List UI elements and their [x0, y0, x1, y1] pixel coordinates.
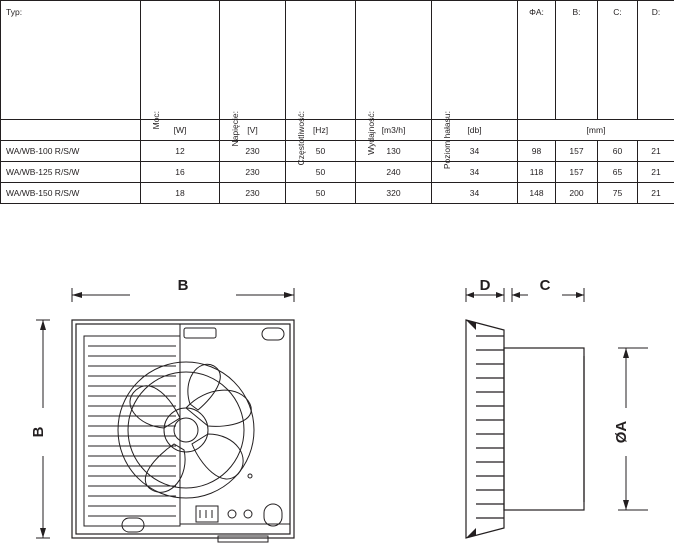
cell-phi-a-0: 98: [518, 141, 556, 162]
table-row: [1, 141, 674, 162]
cell-power-1: 16: [141, 162, 220, 183]
cell-noise-0: 34: [432, 141, 518, 162]
unit-cell-frequency: [Hz]: [286, 120, 356, 141]
cell-frequency-0: 50: [286, 141, 356, 162]
table-units-row: [1, 120, 674, 141]
header-cell-phi-a: [518, 1, 556, 120]
header-label-frequency: Częstotliwość:: [296, 111, 306, 166]
header-cell-power: [141, 1, 220, 130]
header-cell-c: [598, 1, 638, 120]
unit-cell-type: [1, 120, 141, 141]
cell-type-0: WA/WB-100 R/S/W: [1, 141, 141, 162]
label-side-diameter-phi-a: ØA: [613, 420, 630, 444]
cell-c-0: 60: [598, 141, 638, 162]
technical-drawing: [0, 218, 674, 548]
cell-capacity-2: 320: [356, 183, 432, 204]
label-side-length-c: C: [539, 277, 551, 294]
front-view-fan-impeller: [118, 362, 254, 498]
label-front-height-b: B: [30, 426, 47, 438]
cell-d-0: 21: [638, 141, 674, 162]
cell-capacity-0: 130: [356, 141, 432, 162]
header-label-phi-a: ΦA:: [529, 7, 544, 17]
front-view-louvre-panel: [84, 336, 180, 526]
side-view-duct: [504, 348, 584, 510]
cell-type-2: WA/WB-150 R/S/W: [1, 183, 141, 204]
unit-cell-power: [W]: [141, 120, 220, 141]
cell-b-2: 200: [556, 183, 598, 204]
header-label-capacity: Wydajność:: [366, 111, 376, 155]
header-label-d: D:: [651, 7, 661, 17]
unit-cell-voltage: [V]: [220, 120, 286, 141]
drawing-svg: [0, 218, 674, 548]
cell-voltage-1: 230: [220, 162, 286, 183]
cell-power-2: 18: [141, 183, 220, 204]
cell-voltage-2: 230: [220, 183, 286, 204]
cell-d-2: 21: [638, 183, 674, 204]
cell-power-0: 12: [141, 141, 220, 162]
cell-voltage-0: 230: [220, 141, 286, 162]
header-cell-voltage: [220, 1, 286, 147]
table-header-row: [1, 1, 674, 120]
cell-phi-a-2: 148: [518, 183, 556, 204]
cell-d-1: 21: [638, 162, 674, 183]
unit-cell-capacity: [m3/h]: [356, 120, 432, 141]
cell-b-0: 157: [556, 141, 598, 162]
unit-cell-mm: [mm]: [518, 120, 674, 141]
front-view-body: [72, 320, 294, 538]
cell-phi-a-1: 118: [518, 162, 556, 183]
cell-noise-2: 34: [432, 183, 518, 204]
side-view-body: [466, 320, 504, 538]
cell-noise-1: 34: [432, 162, 518, 183]
cell-frequency-1: 50: [286, 162, 356, 183]
header-label-voltage: Napięcie:: [230, 111, 240, 147]
unit-cell-noise: [db]: [432, 120, 518, 141]
cell-capacity-1: 240: [356, 162, 432, 183]
table-row: [1, 183, 674, 204]
header-label-power: Moc:: [151, 111, 161, 130]
header-cell-d: [638, 1, 674, 120]
specification-table: [0, 0, 674, 204]
cell-c-1: 65: [598, 162, 638, 183]
label-front-width-b: B: [177, 277, 189, 294]
cell-b-1: 157: [556, 162, 598, 183]
cell-c-2: 75: [598, 183, 638, 204]
label-side-depth-d: D: [479, 277, 491, 294]
header-label-noise: Poziom hałasu:: [442, 111, 452, 170]
header-cell-b: [556, 1, 598, 120]
header-label-b: B:: [572, 7, 581, 17]
header-label-c: C:: [613, 7, 622, 17]
table-row: [1, 162, 674, 183]
header-cell-type: [1, 1, 141, 120]
cell-type-1: WA/WB-125 R/S/W: [1, 162, 141, 183]
header-label-type: Typ:: [6, 7, 23, 17]
cell-frequency-2: 50: [286, 183, 356, 204]
